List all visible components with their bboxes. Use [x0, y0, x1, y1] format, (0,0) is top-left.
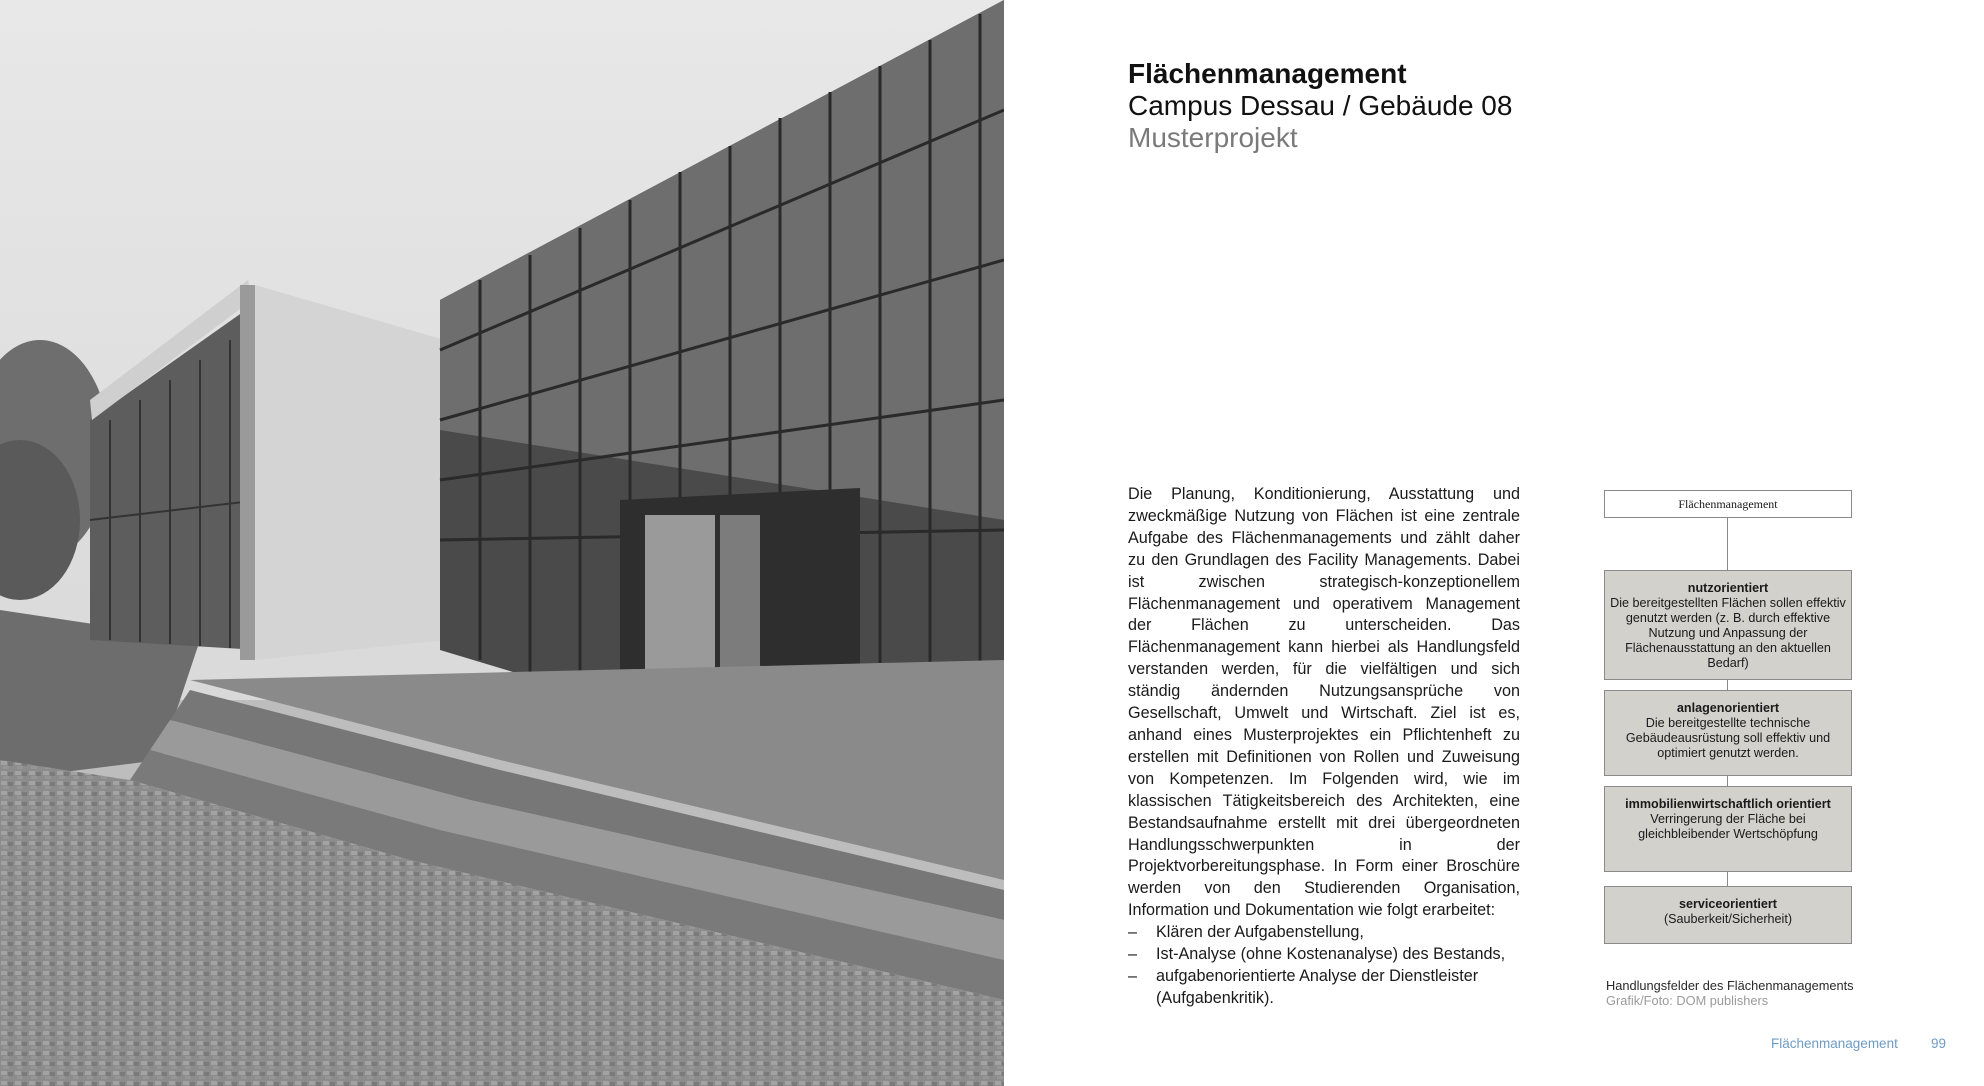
caption-credit: Grafik/Foto: DOM publishers: [1606, 993, 1769, 1008]
page-title: Flächenmanagement: [1128, 58, 1407, 89]
diagram-connector: [1727, 872, 1728, 886]
task-list: [1128, 922, 1520, 1010]
diagram-box-anlagenorientiert: [1604, 690, 1852, 776]
diagram-connector: [1727, 776, 1728, 786]
page-number: 99: [1931, 1036, 1947, 1051]
list-item: – Ist-Analyse (ohne Kostenanalyse) des Bestands,: [1128, 944, 1520, 966]
diagram-box-title: serviceorientiert: [1678, 897, 1777, 911]
figure-caption: [1606, 978, 1854, 1008]
diagram-box-title: immobilienwirtschaftlich orientiert: [1625, 797, 1831, 811]
page-tag: Musterprojekt: [1128, 122, 1298, 153]
management-diagram: [1604, 490, 1854, 926]
list-item: – Klären der Aufgabenstellung,: [1128, 922, 1520, 944]
page-subtitle: Campus Dessau / Gebäude 08: [1128, 90, 1513, 121]
diagram-box-title: anlagenorientiert: [1676, 701, 1780, 715]
diagram-box-serviceorientiert: [1604, 886, 1852, 944]
caption-title: Handlungsfelder des Flächenmanagements: [1606, 978, 1854, 993]
diagram-box-text: Verringerung der Fläche bei gleichbleibender Wertschöpfung: [1638, 812, 1818, 841]
diagram-box-text: (Sauberkeit/Sicherheit): [1663, 912, 1793, 926]
diagram-box-title: nutzorientiert: [1687, 581, 1769, 595]
diagram-root-box: Flächenmanagement: [1604, 490, 1852, 518]
diagram-box-text: Die bereitgestellte technische Gebäudeausrüstung soll effektiv und optimiert genutzt werden.: [1625, 716, 1831, 760]
body-paragraph: Die Planung, Konditionierung, Ausstattung und zweckmäßige Nutzung von Flächen ist eine zentrale Aufgabe des Flächenmanagements und zählt daher zu den Grundlagen des Facility Managements. Dabei ist zwischen strategisch-konzeptionellem Flächenmanagement und operativem Management der Flächen zu unterscheiden. Das Flächenmanagement kann hierbei als Handlungsfeld verstanden werden, für die vielfältigen und sich ständig ändernden Nutzungsansprüche von Gesellschaft, Umwelt und Wirtschaft. Ziel ist es, anhand eines Musterprojektes ein Pflichtenheft zu erstellen mit Definitionen von Rollen und Zuweisung von Kompetenzen. Im Folgenden wird, wie im klassischen Tätigkeitsbereich des Architekten, eine Bestandsaufnahme erstellt mit drei übergeordneten Handlungsschwerpunkten in der Projektvorbereitungsphase. In Form einer Broschüre werden von den Studierenden Organisation, Information und Dokumentation wie folgt erarbeitet:: [1128, 485, 1520, 920]
diagram-connector: [1727, 680, 1728, 690]
diagram-connector: [1727, 518, 1728, 570]
page-header: [1128, 58, 1512, 154]
footer-section: Flächenmanagement: [1771, 1036, 1898, 1051]
body-text: [1128, 484, 1520, 1010]
diagram-box-text: Die bereitgestellten Flächen sollen effektiv genutzt werden (z. B. durch effektive Nutzung und Anpassung der Flächenausstattung an den aktuellen Bedarf): [1610, 596, 1846, 670]
diagram-box-immobilienwirtschaftlich: [1604, 786, 1852, 872]
diagram-box-nutzorientiert: [1604, 570, 1852, 680]
list-item: – aufgabenorientierte Analyse der Dienstleister (Aufgabenkritik).: [1128, 966, 1520, 1010]
